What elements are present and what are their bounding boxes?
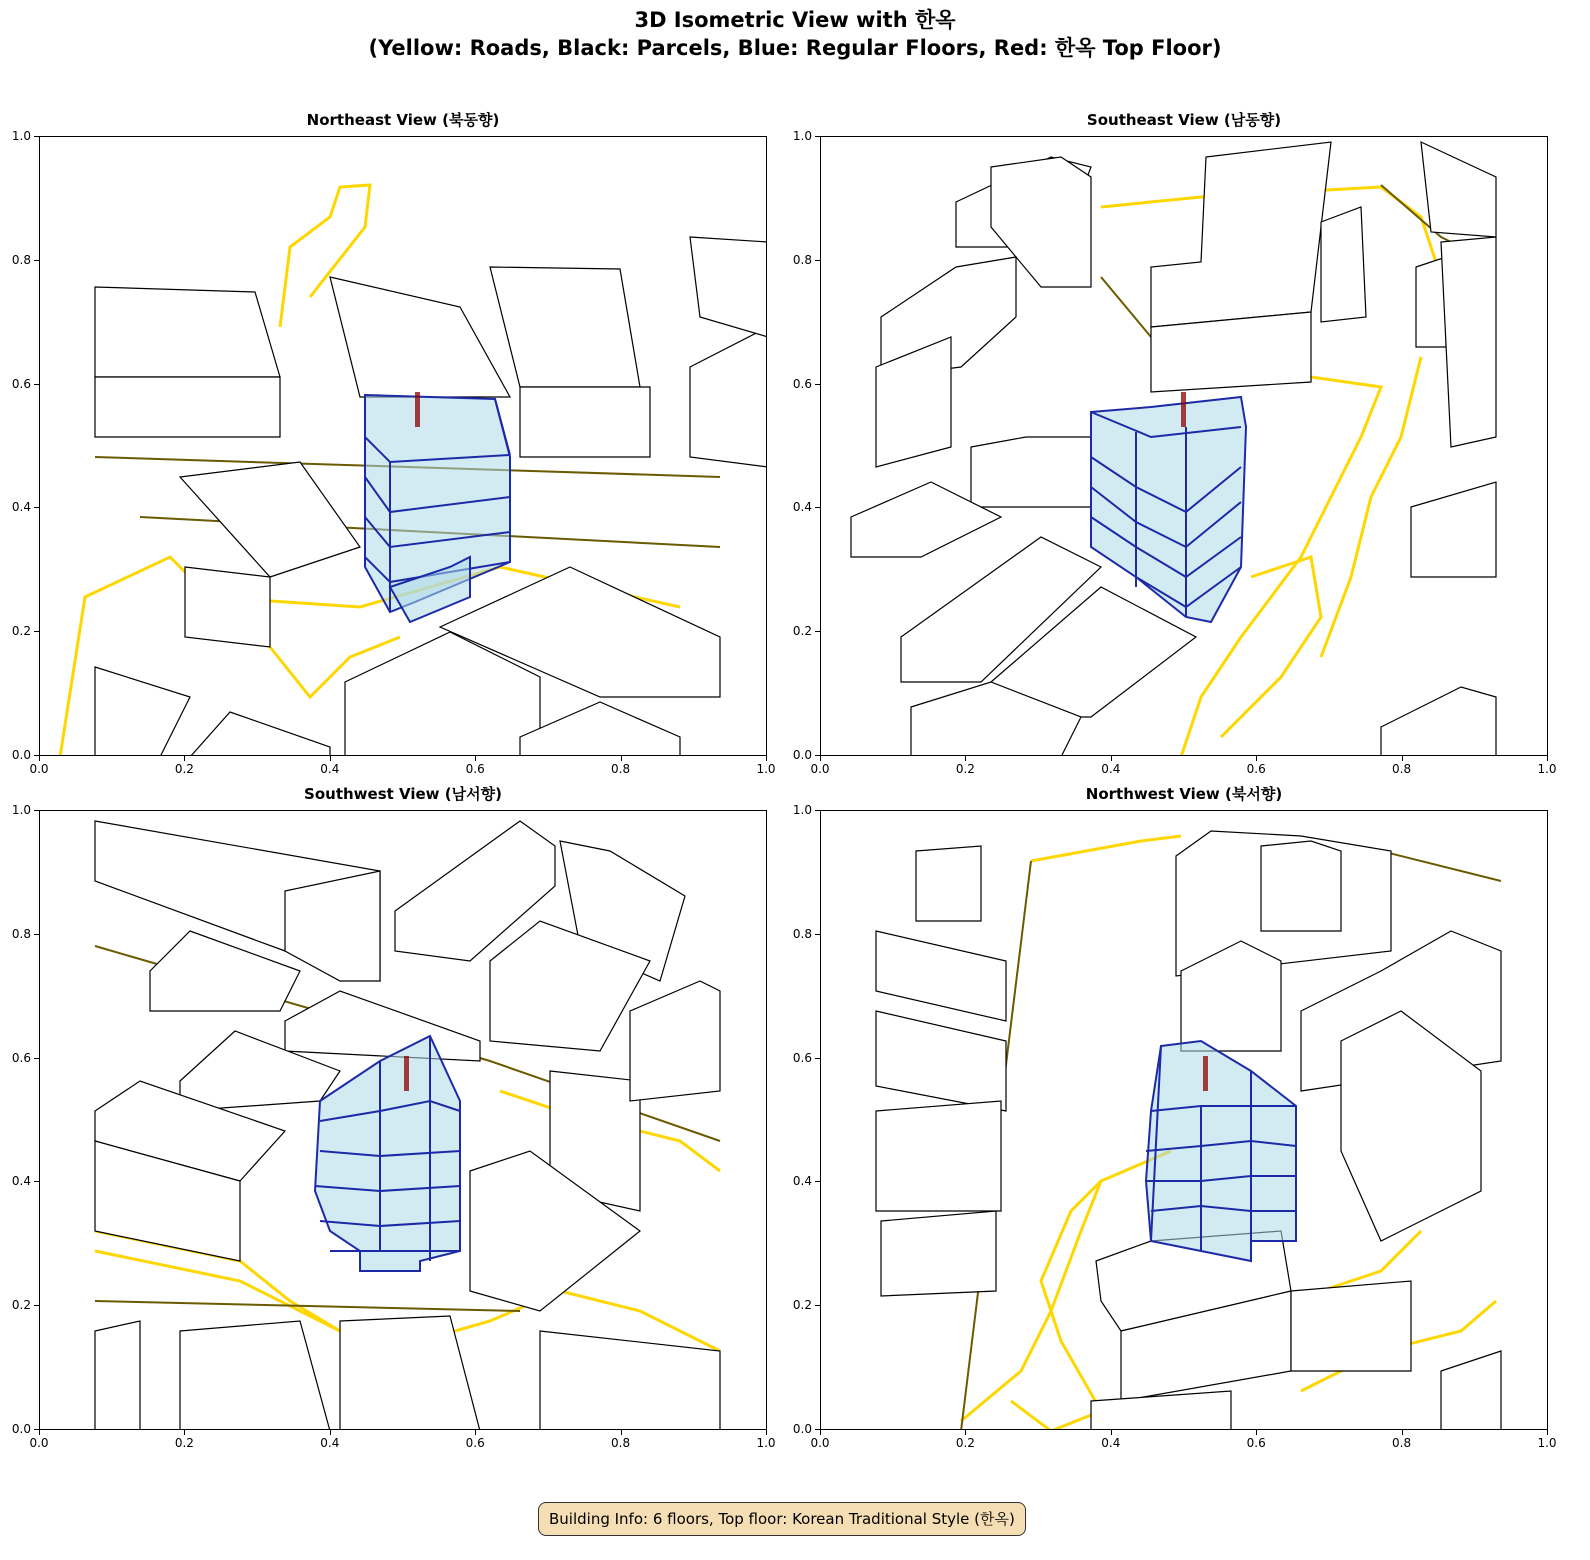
y-tick-mark (815, 810, 820, 811)
y-tick-mark (815, 507, 820, 508)
target-building (1091, 397, 1246, 622)
x-tick-mark (184, 756, 185, 761)
parcel-building (1441, 237, 1496, 447)
parcel-building (1151, 142, 1331, 327)
x-tick-mark (1256, 756, 1257, 761)
x-tick-mark (965, 1430, 966, 1435)
y-tick-mark (34, 507, 39, 508)
y-tick-label: 0.6 (11, 1050, 31, 1065)
parcel-building (876, 1011, 1006, 1111)
y-tick-mark (815, 755, 820, 756)
panel-title-northwest: Northwest View (북서향) (1085, 785, 1283, 803)
x-tick-label: 0.0 (29, 762, 49, 776)
x-tick-label: 0.8 (611, 1436, 631, 1450)
y-tick-mark (815, 260, 820, 261)
parcel-building (490, 267, 640, 387)
parcel-building (690, 237, 767, 337)
y-tick-mark (34, 1181, 39, 1182)
x-tick-label: 0.8 (1392, 1436, 1412, 1450)
x-tick-mark (1111, 756, 1112, 761)
x-tick-label: 1.0 (756, 1436, 776, 1450)
y-tick-label: 0.8 (792, 252, 812, 267)
parcel-building (916, 846, 981, 921)
parcel-building (971, 437, 1091, 507)
x-tick-label: 0.2 (174, 762, 194, 776)
x-tick-mark (1256, 1430, 1257, 1435)
parcel-building (95, 377, 280, 437)
hanok-top-floor (415, 392, 420, 427)
parcel-building (876, 931, 1006, 1021)
parcel-building (1411, 482, 1496, 577)
y-tick-mark (34, 1429, 39, 1430)
y-tick-label: 0.0 (792, 748, 812, 762)
target-building (1146, 1041, 1296, 1261)
y-tick-label: 0.2 (11, 624, 31, 639)
scene-northeast (40, 137, 767, 756)
x-tick-mark (1547, 756, 1548, 761)
y-tick-label: 1.0 (11, 129, 31, 143)
x-tick-mark (766, 1430, 767, 1435)
parcel-building (285, 871, 380, 981)
x-tick-label: 0.6 (465, 762, 485, 776)
parcel-building (876, 1101, 1001, 1211)
x-tick-label: 0.0 (810, 762, 830, 776)
road-line (1321, 357, 1421, 657)
y-tick-mark (34, 1305, 39, 1306)
parcel-building (1091, 1391, 1231, 1430)
parcel-building (95, 1321, 140, 1430)
x-tick-label: 0.0 (29, 1436, 49, 1450)
x-tick-mark (621, 1430, 622, 1435)
y-tick-mark (34, 934, 39, 935)
parcel-building (180, 1321, 330, 1430)
y-tick-label: 0.0 (792, 1422, 812, 1436)
x-tick-mark (475, 1430, 476, 1435)
parcel-building (190, 712, 330, 756)
parcel-building (630, 981, 720, 1101)
x-tick-mark (965, 756, 966, 761)
x-tick-mark (1547, 1430, 1548, 1435)
x-tick-mark (1402, 756, 1403, 761)
y-tick-label: 0.0 (11, 748, 31, 762)
road-line (1031, 836, 1181, 861)
floor-block (1146, 1041, 1296, 1261)
scene-southwest (40, 811, 767, 1430)
y-tick-label: 1.0 (792, 129, 812, 143)
y-tick-label: 1.0 (11, 803, 31, 817)
x-tick-label: 0.0 (810, 1436, 830, 1450)
x-tick-label: 0.2 (955, 1436, 975, 1450)
y-tick-mark (34, 384, 39, 385)
parcel-building (1291, 1281, 1411, 1371)
y-tick-label: 0.2 (792, 624, 812, 639)
parcel-building (1321, 207, 1366, 322)
x-tick-label: 0.2 (174, 1436, 194, 1450)
x-tick-mark (1402, 1430, 1403, 1435)
x-tick-label: 0.4 (1101, 762, 1121, 776)
y-tick-label: 0.6 (792, 376, 812, 391)
y-tick-mark (34, 810, 39, 811)
figure-title-line1: 3D Isometric View with 한옥 (634, 8, 956, 32)
x-tick-mark (1111, 1430, 1112, 1435)
axes-northeast (39, 136, 767, 756)
panel-title-southeast: Southeast View (남동향) (1086, 111, 1282, 129)
target-building (365, 395, 510, 622)
parcel-building (540, 1331, 720, 1430)
x-tick-label: 1.0 (1537, 762, 1557, 776)
parcel-building (185, 567, 270, 647)
y-tick-mark (815, 384, 820, 385)
x-tick-label: 1.0 (756, 762, 776, 776)
y-tick-label: 0.4 (11, 1174, 31, 1189)
y-tick-label: 0.0 (11, 1422, 31, 1436)
y-tick-mark (34, 755, 39, 756)
parcel-building (881, 1211, 996, 1296)
x-tick-label: 0.4 (320, 762, 340, 776)
y-tick-label: 0.6 (11, 376, 31, 391)
x-tick-mark (820, 756, 821, 761)
panel-title-southwest: Southwest View (남서향) (304, 785, 502, 803)
x-tick-label: 1.0 (1537, 1436, 1557, 1450)
y-tick-mark (815, 1181, 820, 1182)
parcel-building (1416, 257, 1446, 347)
y-tick-label: 0.2 (11, 1298, 31, 1313)
x-tick-label: 0.6 (465, 1436, 485, 1450)
axes-southwest (39, 810, 767, 1430)
hanok-top-floor (404, 1056, 409, 1091)
x-tick-label: 0.2 (955, 762, 975, 776)
hanok-top-floor (1203, 1056, 1208, 1091)
y-tick-mark (34, 260, 39, 261)
y-tick-label: 0.4 (792, 1174, 812, 1189)
x-tick-label: 0.8 (1392, 762, 1412, 776)
parcel-building (330, 277, 510, 397)
x-tick-label: 0.4 (320, 1436, 340, 1450)
parcel-building (285, 991, 480, 1061)
y-tick-mark (815, 631, 820, 632)
figure-title-line2: (Yellow: Roads, Black: Parcels, Blue: Regular Floors, Red: 한옥 Top Floor) (368, 36, 1222, 60)
scene-northwest (821, 811, 1548, 1430)
axes-northwest (820, 810, 1548, 1430)
parcel-building (1441, 1351, 1501, 1430)
x-tick-mark (330, 756, 331, 761)
y-tick-mark (815, 1058, 820, 1059)
x-tick-mark (184, 1430, 185, 1435)
x-tick-mark (39, 756, 40, 761)
y-tick-mark (815, 934, 820, 935)
parcel-building (1381, 687, 1496, 756)
scene-southeast (821, 137, 1548, 756)
x-tick-label: 0.4 (1101, 1436, 1121, 1450)
x-tick-mark (766, 756, 767, 761)
y-tick-mark (34, 631, 39, 632)
panel-title-northeast: Northeast View (북동향) (306, 111, 500, 129)
parcel-building (1421, 142, 1496, 237)
parcel-building (95, 667, 190, 756)
parcel-building (95, 287, 280, 377)
y-tick-label: 0.2 (792, 1298, 812, 1313)
y-tick-label: 0.8 (11, 252, 31, 267)
building-info-box: Building Info: 6 floors, Top floor: Korean Traditional Style (한옥) (538, 1502, 1026, 1536)
road-edge-line (95, 1301, 520, 1311)
parcel-building (520, 387, 650, 457)
x-tick-label: 0.8 (611, 762, 631, 776)
x-tick-label: 0.6 (1246, 1436, 1266, 1450)
x-tick-mark (820, 1430, 821, 1435)
road-edge-line (1381, 851, 1501, 881)
y-tick-label: 0.8 (11, 926, 31, 941)
x-tick-mark (621, 756, 622, 761)
y-tick-label: 1.0 (792, 803, 812, 817)
y-tick-mark (815, 1305, 820, 1306)
y-tick-label: 0.8 (792, 926, 812, 941)
floor-block (1091, 397, 1246, 622)
y-tick-label: 0.6 (792, 1050, 812, 1065)
x-tick-mark (475, 756, 476, 761)
y-tick-mark (34, 1058, 39, 1059)
parcel-building (690, 327, 767, 467)
x-tick-mark (330, 1430, 331, 1435)
parcel-building (1261, 841, 1341, 931)
x-tick-mark (39, 1430, 40, 1435)
y-tick-mark (34, 136, 39, 137)
x-tick-label: 0.6 (1246, 762, 1266, 776)
y-tick-mark (815, 1429, 820, 1430)
parcel-building (520, 702, 680, 756)
hanok-top-floor (1181, 392, 1186, 427)
y-tick-label: 0.4 (792, 500, 812, 515)
parcel-building (340, 1316, 480, 1430)
y-tick-mark (815, 136, 820, 137)
axes-southeast (820, 136, 1548, 756)
road-line (95, 1251, 340, 1331)
y-tick-label: 0.4 (11, 500, 31, 515)
